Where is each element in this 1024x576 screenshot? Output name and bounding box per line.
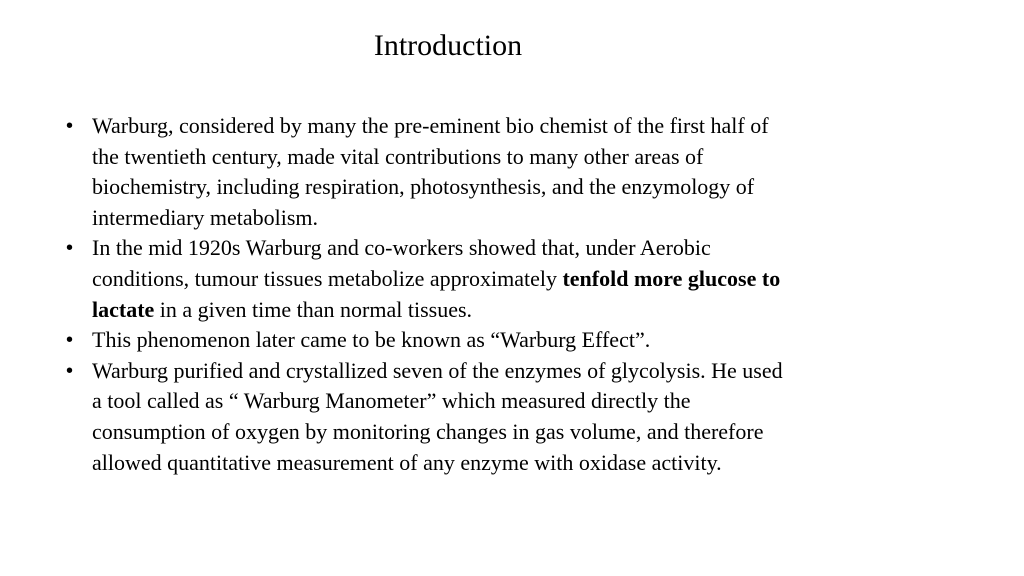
bullet-text: Warburg purified and crystallized seven of the enzymes of glycolysis. He used a tool called as “ Warburg Manometer” which measured directly the consumption of oxygen by monitoring changes in gas volume, and therefore allowed quantitative measurement of any enzyme with oxidase activity. <box>92 357 783 475</box>
bullet-icon: • <box>66 237 74 260</box>
bullet-text-part: in a given time than normal tissues. <box>154 296 473 322</box>
bullet-item <box>66 233 916 325</box>
bullet-icon: • <box>66 115 74 137</box>
bullet-icon: • <box>66 359 74 382</box>
bullet-list <box>66 111 916 478</box>
bullet-text <box>92 233 916 325</box>
bullet-text-part: In the mid 1920s Warburg and co-workers showed that, under Aerobic conditions, tumour tissues metabolize approximately <box>92 235 711 291</box>
bullet-bold-text: tenfold more glucose to lactate <box>92 265 781 322</box>
bullet-item <box>66 111 916 233</box>
slide-title: Introduction <box>373 29 523 62</box>
bullet-icon: • <box>66 329 74 352</box>
bullet-text: This phenomenon later came to be known as “Warburg Effect”. <box>92 327 651 353</box>
bullet-text: Warburg, considered by many the pre-eminent bio chemist of the first half of the twentieth century, made vital contributions to many other areas of biochemistry, including respiration, photosynthesis, and the enzymology of intermediary metabolism. <box>92 113 769 230</box>
bullet-item <box>66 356 916 478</box>
bullet-item <box>66 325 916 356</box>
